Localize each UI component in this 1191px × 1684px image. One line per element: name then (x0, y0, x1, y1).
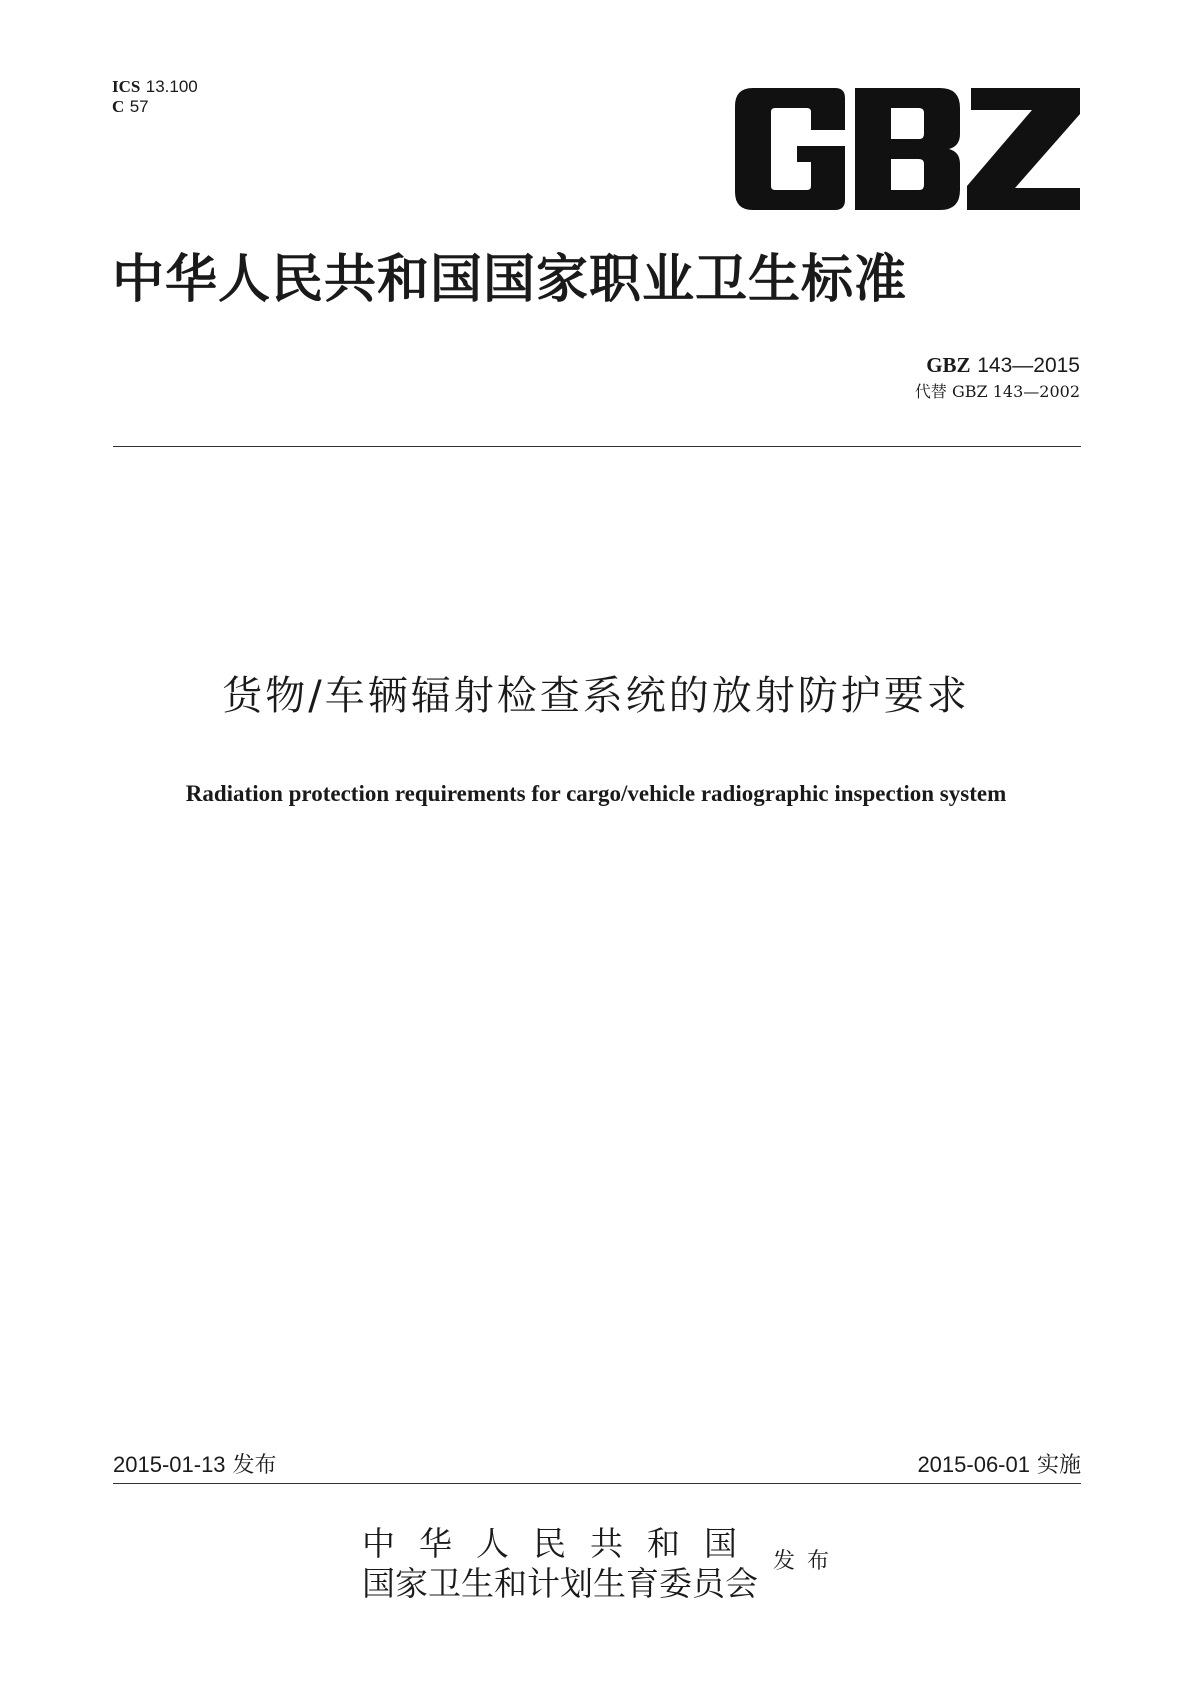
issuer-line-1: 中华人民共和国 (362, 1524, 761, 1563)
issue-label: 发布 (773, 1549, 842, 1574)
ics-value: 13.100 (145, 77, 198, 96)
replaces-standard: 代替 GBZ 143—2002 (914, 382, 1080, 401)
ccs-label: C (112, 97, 125, 116)
publish-date-value: 2015-01-13 (113, 1452, 226, 1477)
standard-heading: 中华人民共和国国家职业卫生标准 (112, 250, 908, 310)
ccs-code (112, 97, 198, 117)
bottom-divider (113, 1483, 1081, 1484)
gbz-logo (735, 88, 1080, 210)
date-row (113, 1450, 1081, 1480)
standard-number (926, 353, 1080, 378)
implement-date (917, 1450, 1081, 1481)
ics-label: ICS (112, 77, 141, 96)
issuer-line-2: 国家卫生和计划生育委员会 (362, 1564, 758, 1603)
ccs-value: 57 (129, 97, 149, 116)
publish-date (113, 1450, 277, 1481)
standard-number-prefix: GBZ (926, 353, 971, 377)
top-divider (113, 446, 1081, 447)
document-title-chinese: 货物/车辆辐射检查系统的放射防护要求 (222, 673, 970, 719)
document-title-english: Radiation protection requirements for cargo/vehicle radiographic inspection system (185, 781, 1007, 806)
standard-number-value: 143—2015 (977, 354, 1080, 377)
implement-date-value: 2015-06-01 (917, 1452, 1030, 1477)
ics-code (112, 77, 198, 97)
implement-date-label: 实施 (1036, 1453, 1081, 1478)
logo-text: GBZ (735, 88, 738, 89)
classification-codes (112, 77, 198, 117)
publish-date-label: 发布 (232, 1453, 277, 1478)
issuing-authorities (362, 1524, 761, 1604)
